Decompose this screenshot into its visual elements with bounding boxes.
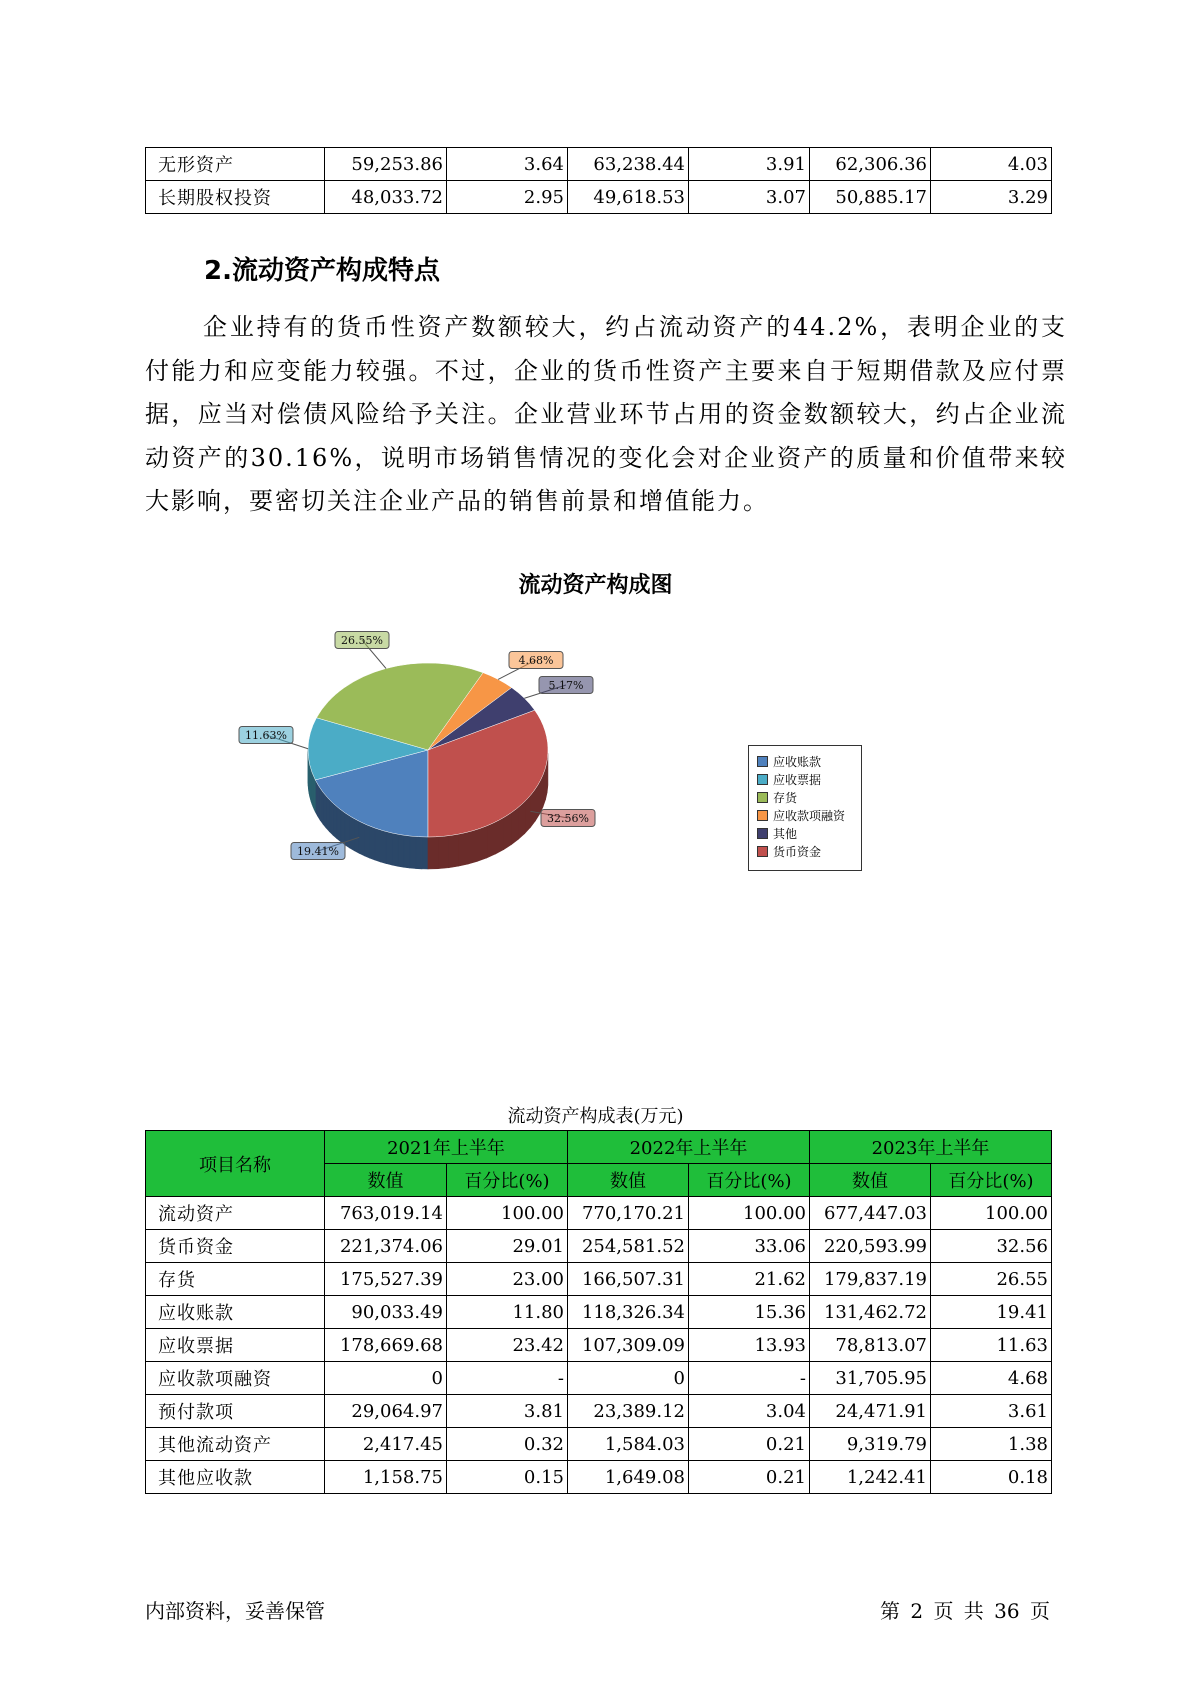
- table-cell: 1,584.03: [568, 1428, 689, 1461]
- table-row: [146, 1362, 1052, 1395]
- pie-slice-side: [326, 796, 329, 832]
- table-cell: 26.55: [931, 1263, 1052, 1296]
- table-cell: 763,019.14: [325, 1197, 447, 1230]
- pie-slice-side: [478, 826, 487, 861]
- legend-item: [757, 824, 861, 842]
- table-cell: 100.00: [447, 1197, 568, 1230]
- table-cell: 63,238.44: [568, 148, 689, 181]
- legend-swatch: [757, 828, 768, 839]
- pie-slice-side: [468, 829, 477, 864]
- pie-slice-side: [410, 836, 416, 869]
- table-cell: 3.29: [931, 181, 1052, 214]
- table-cell: 100.00: [931, 1197, 1052, 1230]
- table-cell: 118,326.34: [568, 1296, 689, 1329]
- table-cell: -: [447, 1362, 568, 1395]
- table-cell: 175,527.39: [325, 1263, 447, 1296]
- pie-slice-side: [350, 816, 355, 851]
- table-cell: 24,471.91: [810, 1395, 931, 1428]
- legend-label: 应收票据: [773, 772, 822, 787]
- pie-slice-side: [364, 824, 369, 858]
- pie-slice-side: [416, 837, 422, 869]
- row-label: 其他应收款: [146, 1461, 325, 1494]
- pie-slice-side: [370, 826, 375, 860]
- section-title: 2.流动资产构成特点: [204, 256, 440, 286]
- pie-data-label: 19.41%: [297, 845, 339, 858]
- pie-slice-side: [511, 807, 518, 844]
- legend-item: [757, 788, 861, 806]
- pie-slice-side: [354, 819, 359, 854]
- footer-page-number: 第 2 页 共 36 页: [880, 1599, 1050, 1623]
- table-cell: 33.06: [689, 1230, 810, 1263]
- table-cell: 23.42: [447, 1329, 568, 1362]
- pie-data-label: 11.63%: [245, 729, 287, 742]
- table-cell: 221,374.06: [325, 1230, 447, 1263]
- legend-swatch: [757, 792, 768, 803]
- header-value: 数值: [568, 1164, 689, 1197]
- table-cell: 9,319.79: [810, 1428, 931, 1461]
- pie-slice-side: [458, 832, 468, 866]
- table-cell: 29,064.97: [325, 1395, 447, 1428]
- pie-slice-side: [320, 788, 323, 824]
- table-cell: 23,389.12: [568, 1395, 689, 1428]
- table-row: [146, 1329, 1052, 1362]
- table-cell: 254,581.52: [568, 1230, 689, 1263]
- row-label: 流动资产: [146, 1197, 325, 1230]
- asset-table-continued: [145, 147, 1052, 214]
- table-cell: 21.62: [689, 1263, 810, 1296]
- table-cell: 59,253.86: [325, 148, 447, 181]
- table-cell: 29.01: [447, 1230, 568, 1263]
- table-row: [146, 1197, 1052, 1230]
- table-cell: 3.81: [447, 1395, 568, 1428]
- table-cell: 62,306.36: [810, 148, 931, 181]
- table-cell: 179,837.19: [810, 1263, 931, 1296]
- pie-slice-side: [438, 836, 448, 869]
- pie-slice-side: [333, 803, 337, 838]
- pie-slice-side: [359, 821, 364, 855]
- table-cell: 11.63: [931, 1329, 1052, 1362]
- header-year-1: 2021年上半年: [325, 1131, 568, 1164]
- table-cell: 4.68: [931, 1362, 1052, 1395]
- pie-data-label: 26.55%: [341, 634, 383, 647]
- pie-data-label: 5.17%: [548, 679, 584, 692]
- pie-slice-side: [398, 834, 404, 867]
- header-value: 数值: [325, 1164, 447, 1197]
- table-cell: 0: [325, 1362, 447, 1395]
- row-label: 其他流动资产: [146, 1428, 325, 1461]
- table-cell: 3.04: [689, 1395, 810, 1428]
- chart-legend: [748, 745, 862, 871]
- legend-label: 应收款项融资: [773, 808, 846, 823]
- footer-confidential: 内部资料，妥善保管: [145, 1599, 325, 1623]
- pie-slice-side: [422, 837, 428, 869]
- table-cell: 23.00: [447, 1263, 568, 1296]
- table-cell: 107,309.09: [568, 1329, 689, 1362]
- pie-slice-side: [428, 837, 438, 869]
- row-label: 应收款项融资: [146, 1362, 325, 1395]
- table-cell: 19.41: [931, 1296, 1052, 1329]
- table-cell: 13.93: [689, 1329, 810, 1362]
- table-cell: 49,618.53: [568, 181, 689, 214]
- legend-swatch: [757, 810, 768, 821]
- row-label: 长期股权投资: [146, 181, 325, 214]
- table-cell: 15.36: [689, 1296, 810, 1329]
- table-cell: 677,447.03: [810, 1197, 931, 1230]
- pie-slice-side: [495, 818, 503, 854]
- table-cell: -: [689, 1362, 810, 1395]
- header-item: 项目名称: [146, 1131, 325, 1197]
- pie-slice-side: [386, 832, 392, 865]
- table-cell: 3.07: [689, 181, 810, 214]
- table-cell: 0: [568, 1362, 689, 1395]
- row-label: 货币资金: [146, 1230, 325, 1263]
- legend-item: [757, 806, 861, 824]
- pie-slice-side: [323, 792, 326, 828]
- pie-slice-side: [518, 801, 524, 839]
- table-cell: 4.03: [931, 148, 1052, 181]
- table-cell: 131,462.72: [810, 1296, 931, 1329]
- pie-slice-side: [318, 784, 321, 820]
- legend-label: 其他: [773, 826, 798, 841]
- legend-swatch: [757, 846, 768, 857]
- analysis-paragraph: 企业持有的货币性资产数额较大，约占流动资产的44.2%，表明企业的支付能力和应变能力较强。不过，企业的货币性资产主要来自于短期借款及应付票据，应当对偿债风险给予关注。企业营业环节占用的资金数额较大，约占企业流动资产的30.16%，说明市场销售情况的变化会对企业资产的质量和价值带来较大影响，要密切关注企业产品的销售前景和增值能力。: [145, 313, 1067, 515]
- table-cell: 1,649.08: [568, 1461, 689, 1494]
- table-row: [146, 1428, 1052, 1461]
- row-label: 应收票据: [146, 1329, 325, 1362]
- pie-data-label: 4.68%: [518, 654, 554, 667]
- table-row: [146, 1296, 1052, 1329]
- table-row: [146, 1230, 1052, 1263]
- table-cell: 3.61: [931, 1395, 1052, 1428]
- table-cell: 1,158.75: [325, 1461, 447, 1494]
- pie-slice-side: [381, 830, 387, 864]
- header-pct: 百分比(%): [447, 1164, 568, 1197]
- header-pct: 百分比(%): [931, 1164, 1052, 1197]
- table-cell: 2.95: [447, 181, 568, 214]
- legend-item: [757, 752, 861, 770]
- table-cell: 32.56: [931, 1230, 1052, 1263]
- pie-slice-side: [337, 807, 341, 842]
- header-year-3: 2023年上半年: [810, 1131, 1052, 1164]
- table-cell: 78,813.07: [810, 1329, 931, 1362]
- table-cell: 0.21: [689, 1428, 810, 1461]
- row-label: 无形资产: [146, 148, 325, 181]
- table-cell: 2,417.45: [325, 1428, 447, 1461]
- header-year-2: 2022年上半年: [568, 1131, 810, 1164]
- table-cell: 770,170.21: [568, 1197, 689, 1230]
- chart-title: 流动资产构成图: [518, 573, 673, 598]
- table-cell: 3.91: [689, 148, 810, 181]
- legend-item: [757, 842, 861, 860]
- pie-slice-side: [487, 822, 496, 858]
- pie-slice-side: [404, 835, 410, 868]
- table-cell: 48,033.72: [325, 181, 447, 214]
- pie-slice-side: [392, 833, 398, 866]
- row-label: 存货: [146, 1263, 325, 1296]
- pie-slice-side: [375, 828, 381, 862]
- table-cell: 0.15: [447, 1461, 568, 1494]
- pie-slice-side: [315, 780, 317, 816]
- table-cell: 166,507.31: [568, 1263, 689, 1296]
- pie-slice-side: [345, 813, 350, 848]
- table-cell: 0.32: [447, 1428, 568, 1461]
- pie-slice-side: [448, 834, 458, 868]
- table-row: [146, 1263, 1052, 1296]
- table-cell: 1,242.41: [810, 1461, 931, 1494]
- table-cell: 0.21: [689, 1461, 810, 1494]
- table-cell: 50,885.17: [810, 181, 931, 214]
- legend-swatch: [757, 774, 768, 785]
- pie-slice-side: [504, 813, 512, 850]
- pie-slice-side: [525, 795, 531, 833]
- table-cell: 100.00: [689, 1197, 810, 1230]
- legend-label: 货币资金: [773, 844, 822, 859]
- table-cell: 11.80: [447, 1296, 568, 1329]
- row-label: 应收账款: [146, 1296, 325, 1329]
- table-cell: 0.18: [931, 1461, 1052, 1494]
- header-value: 数值: [810, 1164, 931, 1197]
- legend-label: 应收账款: [773, 754, 822, 769]
- table-row: [146, 148, 1052, 181]
- table-row: [146, 181, 1052, 214]
- row-label: 预付款项: [146, 1395, 325, 1428]
- table-cell: 178,669.68: [325, 1329, 447, 1362]
- table-caption: 流动资产构成表(万元): [507, 1106, 684, 1127]
- table-cell: 31,705.95: [810, 1362, 931, 1395]
- legend-item: [757, 770, 861, 788]
- legend-label: 存货: [773, 790, 798, 805]
- table-cell: 90,033.49: [325, 1296, 447, 1329]
- table-row: [146, 1461, 1052, 1494]
- table-cell: 3.64: [447, 148, 568, 181]
- current-asset-table: [145, 1130, 1052, 1494]
- pie-chart: [0, 560, 1191, 880]
- pie-slice-side: [329, 800, 333, 836]
- table-cell: 220,593.99: [810, 1230, 931, 1263]
- header-pct: 百分比(%): [689, 1164, 810, 1197]
- pie-slice-side: [341, 810, 345, 845]
- table-row: [146, 1395, 1052, 1428]
- table-cell: 1.38: [931, 1428, 1052, 1461]
- legend-swatch: [757, 756, 768, 767]
- pie-data-label: 32.56%: [547, 812, 589, 825]
